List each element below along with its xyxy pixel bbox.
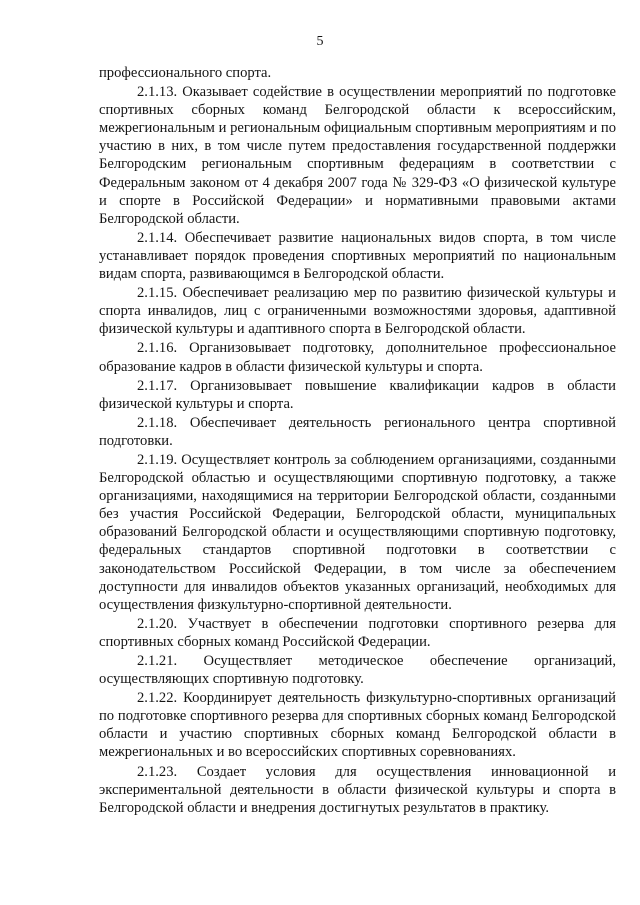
clause-number: 2.1.20. [137,615,178,632]
clause-text: Осуществляет контроль за соблюдением организациями, созданными Белгородской областью и осуществляющими спортивную подготовку, а также организациями, находящимися на территории Белгородской области, созданными без участия Российской Федерации, Белгородской области, муниципальных образований Белгородской области и осуществляющими спортивную подготовку, федеральных стандартов спортивной подготовки в соответствии с законодательством Российской Федерации, в том числе за обеспечением доступности для инвалидов объектов указанных организаций, необходимых для осуществления физкультурно-спортивной деятельности. [99,451,616,613]
clause-number: 2.1.21. [137,653,178,669]
clause-2-1-18 [99,414,616,450]
paragraph-text: профессионального спорта. [99,65,272,81]
clause-2-1-22 [99,689,616,761]
clause-text: Осуществляет методическое обеспечение организаций, осуществляющих спортивную подготовку. [99,653,616,688]
clause-2-1-14 [99,229,616,283]
clause-2-1-17 [99,377,616,413]
clause-2-1-15 [99,284,616,338]
clause-number: 2.1.14. [137,229,178,246]
clause-number: 2.1.15. [137,285,178,302]
clause-text: Создает условия для осуществления инновационной и экспериментальной деятельности в области физической культуры и спорта в Белгородской области и внедрения достигнутых результатов в практику. [99,763,616,816]
clause-number: 2.1.23. [137,763,178,780]
clause-text: Организовывает повышение квалификации кадров в области физической культуры и спорта. [99,377,616,412]
clause-2-1-19 [99,451,616,614]
clause-text: Организовывает подготовку, дополнительное профессиональное образование кадров в области физической культуры и спорта. [99,340,616,375]
clause-number: 2.1.18. [137,414,178,431]
clause-2-1-13 [99,83,616,228]
clause-text: Обеспечивает деятельность регионального центра спортивной подготовки. [99,414,616,449]
clause-text: Участвует в обеспечении подготовки спортивного резерва для спортивных сборных команд Российской Федерации. [99,615,616,650]
clause-text: Обеспечивает развитие национальных видов спорта, в том числе устанавливает порядок проведения спортивных мероприятий по национальным видам спорта, развивающимся в Белгородской области. [99,229,616,283]
paragraph-continuation [99,64,616,82]
clause-2-1-21 [99,652,616,688]
clause-number: 2.1.22. [137,690,178,707]
document-body [99,64,616,818]
clause-text: Оказывает содействие в осуществлении мероприятий по подготовке спортивных сборных команд Белгородской области к всероссийским, межрегиональным и региональным официальным спортивным мероприятиям и по участию в них, в том числе путем предоставления государственной поддержки Белгородским региональным спортивным федерациям в соответствии с Федеральным законом от 4 декабря 2007 года № 329-ФЗ «О физической культуре и спорте в Российской Федерации» и нормативными правовыми актами Белгородской области. [99,84,616,227]
clause-2-1-20 [99,615,616,651]
clause-2-1-16 [99,339,616,375]
clause-number: 2.1.17. [137,377,178,394]
clause-number: 2.1.16. [137,340,178,357]
clause-number: 2.1.13. [137,84,178,101]
clause-text: Обеспечивает реализацию мер по развитию физической культуры и спорта инвалидов, лиц с ограниченными возможностями здоровья, адаптивной физической культуры и адаптивного спорта в Белгородской области. [99,285,616,338]
clause-text: Координирует деятельность физкультурно-спортивных организаций по подготовке спортивного резерва для спортивных сборных команд Белгородской области и участию спортивных сборных команд Белгородской области в межрегиональных и во всероссийских спортивных соревнованиях. [99,690,616,761]
page-number: 5 [316,34,324,49]
clause-2-1-23 [99,763,616,817]
clause-number: 2.1.19. [137,451,178,468]
